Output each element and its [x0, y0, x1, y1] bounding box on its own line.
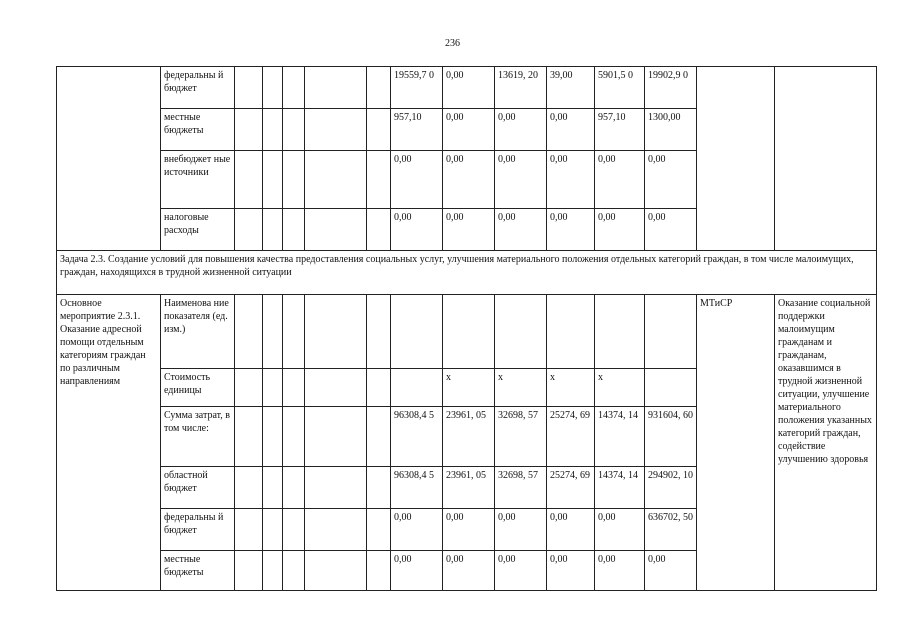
program-table — [56, 66, 877, 591]
value-cell: х — [443, 369, 495, 407]
value-cell: 0,00 — [391, 509, 443, 551]
value-cell — [495, 295, 547, 369]
value-cell: 0,00 — [495, 109, 547, 151]
funding-source-cell: налоговые расходы — [161, 209, 235, 251]
value-cell: 0,00 — [595, 209, 645, 251]
value-cell: 0,00 — [595, 551, 645, 591]
funding-source-cell: Сумма затрат, в том числе: — [161, 407, 235, 467]
value-cell: 0,00 — [443, 551, 495, 591]
value-cell: 0,00 — [495, 209, 547, 251]
value-cell — [595, 295, 645, 369]
funding-source-cell: федеральны й бюджет — [161, 67, 235, 109]
value-cell: 0,00 — [443, 151, 495, 209]
value-cell: 19559,7 0 — [391, 67, 443, 109]
value-cell: 957,10 — [391, 109, 443, 151]
value-cell: 23961, 05 — [443, 407, 495, 467]
funding-source-cell: внебюджет ные источники — [161, 151, 235, 209]
value-cell: 32698, 57 — [495, 467, 547, 509]
task-heading: Задача 2.3. Создание условий для повышения качества предоставления социальных услуг, улучшения материального положения отдельных категорий граждан, в том числе малоимущих, граждан, находящихся в трудной жизненной ситуации — [57, 251, 877, 295]
value-cell: х — [595, 369, 645, 407]
result-cell — [775, 67, 877, 251]
value-cell: 5901,5 0 — [595, 67, 645, 109]
value-cell: 0,00 — [443, 67, 495, 109]
value-cell: 0,00 — [645, 551, 697, 591]
value-cell: 0,00 — [495, 551, 547, 591]
value-cell: 0,00 — [443, 109, 495, 151]
value-cell: 14374, 14 — [595, 407, 645, 467]
value-cell: 0,00 — [547, 151, 595, 209]
value-cell: 0,00 — [547, 109, 595, 151]
value-cell: 96308,4 5 — [391, 407, 443, 467]
result-cell: Оказание социальной поддержки малоимущим гражданам и гражданам, оказавшимся в трудной жизненной ситуации, улучшение материального положения указанных категорий граждан, содействие улучшению здоровья — [775, 295, 877, 591]
measure-title: Основное мероприятие 2.3.1. Оказание адресной помощи отдельным категориям граждан по различным направлениям — [57, 295, 161, 591]
value-cell: 0,00 — [645, 151, 697, 209]
value-cell: 0,00 — [495, 509, 547, 551]
value-cell: 0,00 — [547, 209, 595, 251]
value-cell: 25274, 69 — [547, 467, 595, 509]
value-cell: 19902,9 0 — [645, 67, 697, 109]
value-cell: х — [547, 369, 595, 407]
page-number: 236 — [445, 38, 460, 49]
value-cell: 636702, 50 — [645, 509, 697, 551]
value-cell: 0,00 — [595, 151, 645, 209]
task-row — [57, 251, 877, 295]
value-cell: 0,00 — [645, 209, 697, 251]
value-cell: 294902, 10 — [645, 467, 697, 509]
value-cell — [645, 369, 697, 407]
value-cell: 0,00 — [595, 509, 645, 551]
value-cell — [547, 295, 595, 369]
funding-source-cell: Стоимость единицы — [161, 369, 235, 407]
value-cell: 14374, 14 — [595, 467, 645, 509]
funding-source-cell: Наименова ние показателя (ед. изм.) — [161, 295, 235, 369]
value-cell: 25274, 69 — [547, 407, 595, 467]
value-cell: 0,00 — [391, 551, 443, 591]
funding-source-cell: местные бюджеты — [161, 109, 235, 151]
value-cell — [443, 295, 495, 369]
value-cell: 13619, 20 — [495, 67, 547, 109]
table-row — [57, 67, 877, 109]
funding-source-cell: местные бюджеты — [161, 551, 235, 591]
value-cell: 0,00 — [391, 209, 443, 251]
value-cell: 39,00 — [547, 67, 595, 109]
funding-source-cell: областной бюджет — [161, 467, 235, 509]
empty-cell — [57, 67, 161, 251]
value-cell: 931604, 60 — [645, 407, 697, 467]
value-cell — [391, 369, 443, 407]
executor-cell — [697, 67, 775, 251]
value-cell: 0,00 — [391, 151, 443, 209]
value-cell: 32698, 57 — [495, 407, 547, 467]
funding-source-cell: федеральны й бюджет — [161, 509, 235, 551]
table-row — [57, 295, 877, 369]
value-cell: 23961, 05 — [443, 467, 495, 509]
value-cell: 957,10 — [595, 109, 645, 151]
value-cell: 0,00 — [443, 509, 495, 551]
executor-cell: МТиСР — [697, 295, 775, 591]
value-cell: х — [495, 369, 547, 407]
value-cell — [391, 295, 443, 369]
value-cell: 1300,00 — [645, 109, 697, 151]
value-cell: 0,00 — [495, 151, 547, 209]
value-cell — [645, 295, 697, 369]
value-cell: 96308,4 5 — [391, 467, 443, 509]
value-cell: 0,00 — [443, 209, 495, 251]
value-cell: 0,00 — [547, 551, 595, 591]
value-cell: 0,00 — [547, 509, 595, 551]
